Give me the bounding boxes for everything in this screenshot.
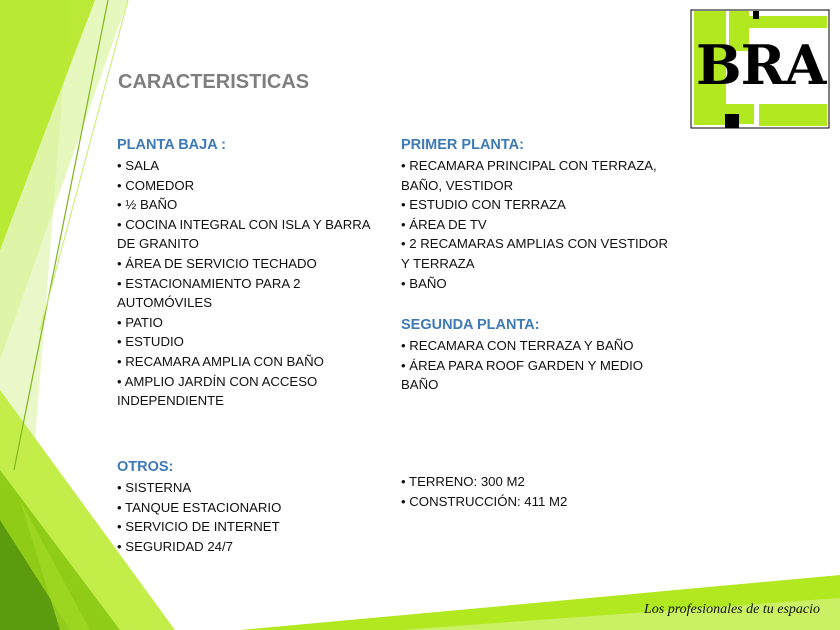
- otros-heading: OTROS:: [117, 459, 174, 475]
- otros-list: [117, 478, 382, 556]
- list-item: • SEGURIDAD 24/7: [117, 537, 382, 557]
- primer-planta-heading: PRIMER PLANTA:: [401, 137, 524, 153]
- list-item: • ½ BAÑO: [117, 195, 382, 215]
- list-item: • ESTACIONAMIENTO PARA 2 AUTOMÓVILES: [117, 274, 382, 313]
- list-item: • CONSTRUCCIÓN: 411 M2: [401, 492, 671, 512]
- list-item: • RECAMARA AMPLIA CON BAÑO: [117, 352, 382, 372]
- list-item: • TANQUE ESTACIONARIO: [117, 498, 382, 518]
- segunda-planta-heading: SEGUNDA PLANTA:: [401, 317, 540, 333]
- list-item: • 2 RECAMARAS AMPLIAS CON VESTIDOR Y TERRAZA: [401, 234, 671, 273]
- list-item: • SERVICIO DE INTERNET: [117, 517, 382, 537]
- list-item: • RECAMARA CON TERRAZA Y BAÑO: [401, 336, 671, 356]
- planta-baja-section: [117, 134, 382, 411]
- segunda-planta-list: [401, 336, 671, 395]
- list-item: • ESTUDIO CON TERRAZA: [401, 195, 671, 215]
- list-item: • ÁREA PARA ROOF GARDEN Y MEDIO BAÑO: [401, 356, 671, 395]
- list-item: • PATIO: [117, 313, 382, 333]
- segunda-planta-section: [401, 314, 671, 395]
- list-item: • SALA: [117, 156, 382, 176]
- list-item: • ÁREA DE TV: [401, 215, 671, 235]
- list-item: • TERRENO: 300 M2: [401, 472, 671, 492]
- footer-tagline: Los profesionales de tu espacio: [643, 602, 820, 617]
- list-item: • SISTERNA: [117, 478, 382, 498]
- otros-section: [117, 456, 382, 556]
- list-item: • COMEDOR: [117, 176, 382, 196]
- superficies-section: [401, 472, 671, 511]
- list-item: • ESTUDIO: [117, 332, 382, 352]
- logo-text: BRA: [696, 33, 826, 97]
- primer-planta-list: [401, 156, 671, 293]
- primer-planta-section: [401, 134, 671, 293]
- list-item: • AMPLIO JARDÍN CON ACCESO INDEPENDIENTE: [117, 372, 382, 411]
- bra-logo: [689, 8, 831, 130]
- planta-baja-list: [117, 156, 382, 411]
- planta-baja-heading: PLANTA BAJA :: [117, 137, 227, 153]
- page-title: CARACTERISTICAS: [118, 71, 310, 93]
- superficies-list: [401, 472, 671, 511]
- list-item: • BAÑO: [401, 274, 671, 294]
- list-item: • RECAMARA PRINCIPAL CON TERRAZA, BAÑO, VESTIDOR: [401, 156, 671, 195]
- list-item: • COCINA INTEGRAL CON ISLA Y BARRA DE GRANITO: [117, 215, 382, 254]
- list-item: • ÁREA DE SERVICIO TECHADO: [117, 254, 382, 274]
